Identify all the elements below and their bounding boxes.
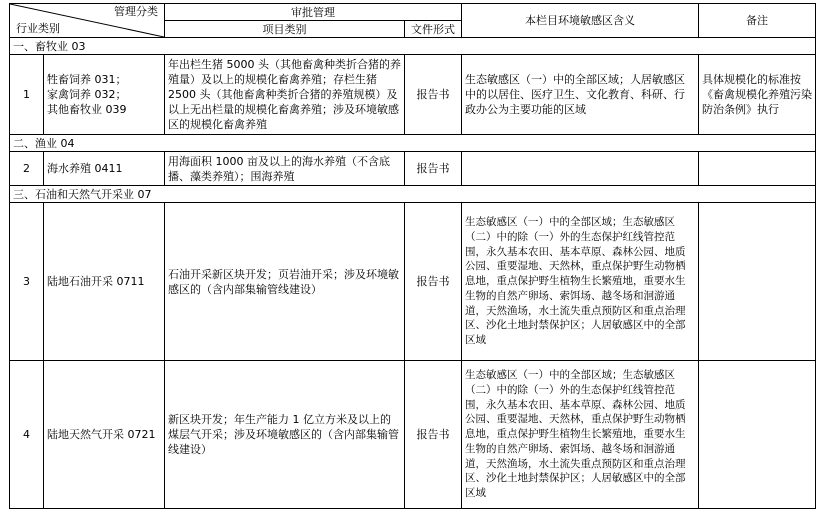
category-title: 二、渔业 04	[10, 135, 816, 152]
doc-form-cell: 报告书	[405, 55, 462, 135]
category-row	[10, 186, 816, 203]
remark-cell	[699, 203, 816, 361]
remark-cell: 具体规模化的标准按《畜禽规模化养殖污染防治条例》执行	[699, 55, 816, 135]
industry-cell: 牲畜饲养 031； 家禽饲养 032； 其他畜牧业 039	[44, 55, 165, 135]
category-title: 三、石油和天然气开采业 07	[10, 186, 816, 203]
category-row	[10, 38, 816, 55]
header-sensitive-meaning: 本栏目环境敏感区含义	[462, 4, 699, 38]
header-approval-mgmt: 审批管理	[165, 4, 462, 21]
header-industry-class: 行业类别	[16, 22, 60, 35]
industry-cell: 陆地天然气开采 0721	[44, 361, 165, 509]
remark-cell	[699, 152, 816, 186]
table-row	[10, 203, 816, 361]
table-row	[10, 152, 816, 186]
doc-form-cell: 报告书	[405, 152, 462, 186]
project-cell: 新区块开发；年生产能力 1 亿立方米及以上的煤层气开采；涉及环境敏感区的（含内部集输管线建设）	[165, 361, 405, 509]
header-doc-form: 文件形式	[405, 21, 462, 38]
remark-cell	[699, 361, 816, 509]
table-row	[10, 55, 816, 135]
sensitive-cell: 生态敏感区（一）中的全部区域；生态敏感区（二）中的除（一）外的生态保护红线管控范围，永久基本农田、基本草原、森林公园、地质公园、重要湿地、天然林，重点保护野生动物栖息地，重点保护野生植物生长繁殖地，重要水生生物的自然产卵场、索饵场、越冬场和洄游通道，天然渔场，水土流失重点预防区和重点治理区、沙化土地封禁保护区；人居敏感区中的全部区域	[462, 203, 699, 361]
industry-cell: 海水养殖 0411	[44, 152, 165, 186]
sensitive-cell: 生态敏感区（一）中的全部区域；生态敏感区（二）中的除（一）外的生态保护红线管控范围，永久基本农田、基本草原、森林公园、地质公园、重要湿地、天然林，重点保护野生动物栖息地，重点保护野生植物生长繁殖地，重要水生生物的自然产卵场、索饵场、越冬场和洄游通道，天然渔场，水土流失重点预防区和重点治理区、沙化土地封禁保护区；人居敏感区中的全部区域	[462, 361, 699, 509]
header-remarks: 备注	[699, 4, 816, 38]
row-number: 3	[10, 203, 44, 361]
doc-form-cell: 报告书	[405, 361, 462, 509]
header-mgmt-class: 管理分类	[114, 5, 158, 18]
header-row-1	[10, 4, 816, 21]
project-cell: 年出栏生猪 5000 头（其他畜禽种类折合猪的养殖量）及以上的规模化畜禽养殖；存栏生猪 2500 头（其他畜禽种类折合猪的养殖规模）及以上无出栏量的规模化畜禽养殖；涉及环境敏感区的规模化畜禽养殖	[165, 55, 405, 135]
industry-cell: 陆地石油开采 0711	[44, 203, 165, 361]
row-number: 2	[10, 152, 44, 186]
header-diagonal-cell	[10, 4, 165, 38]
project-cell: 用海面积 1000 亩及以上的海水养殖（不含底播、藻类养殖）；围海养殖	[165, 152, 405, 186]
category-row	[10, 135, 816, 152]
category-title: 一、畜牧业 03	[10, 38, 816, 55]
row-number: 4	[10, 361, 44, 509]
row-number: 1	[10, 55, 44, 135]
doc-form-cell: 报告书	[405, 203, 462, 361]
sensitive-cell	[462, 152, 699, 186]
sensitive-cell: 生态敏感区（一）中的全部区域；人居敏感区中的以居住、医疗卫生、文化教育、科研、行政办公为主要功能的区域	[462, 55, 699, 135]
header-project-type: 项目类别	[165, 21, 405, 38]
project-cell: 石油开采新区块开发；页岩油开采；涉及环境敏感区的（含内部集输管线建设）	[165, 203, 405, 361]
classification-table	[9, 3, 816, 509]
table-row	[10, 361, 816, 509]
